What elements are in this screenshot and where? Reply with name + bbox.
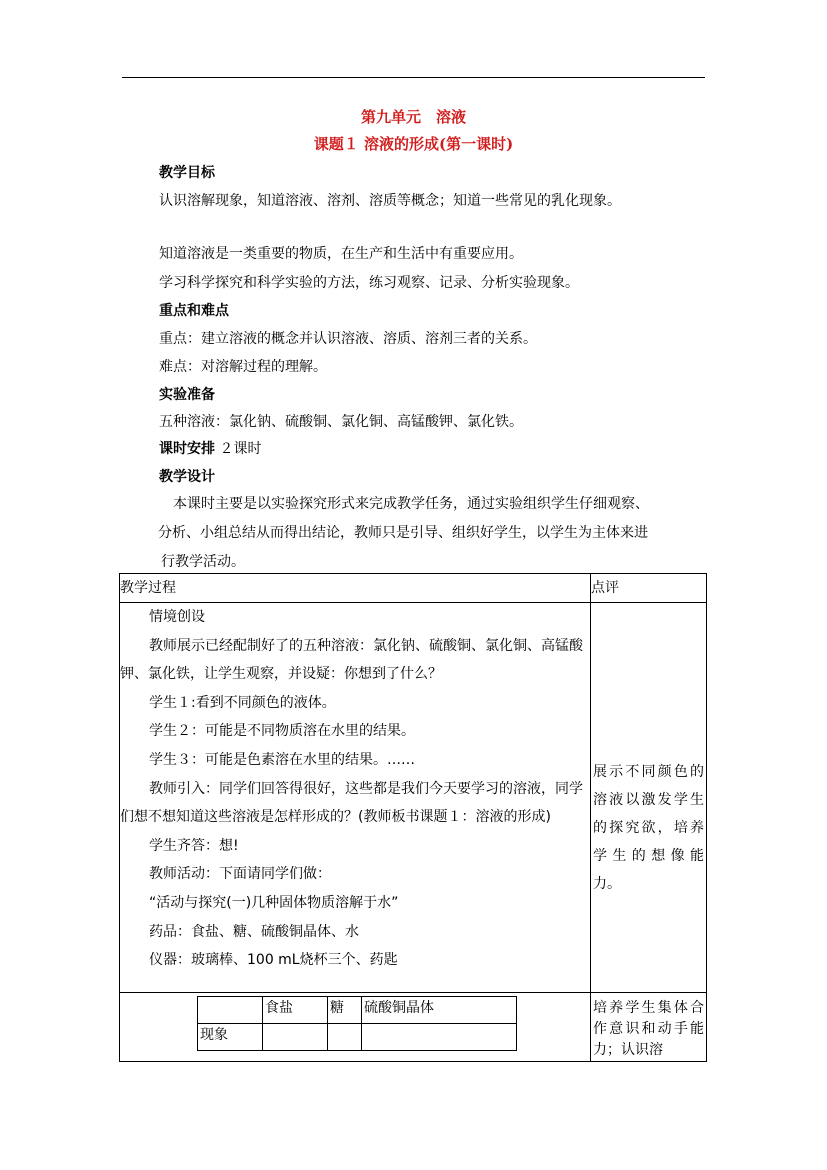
observation-header: 糖 bbox=[328, 997, 362, 1024]
process-line: 仪器：玻璃棒、100 mL烧杯三个、药匙 bbox=[149, 952, 398, 969]
process-line: 情境创设 bbox=[149, 609, 205, 625]
observation-value bbox=[263, 1024, 328, 1051]
design-heading: 教学设计 bbox=[159, 469, 215, 485]
design-line: 本课时主要是以实验探究形式来完成教学任务，通过实验组织学生仔细观察、 bbox=[173, 496, 649, 512]
keypoint-line: 难点：对溶解过程的理解。 bbox=[159, 359, 327, 375]
lesson-table bbox=[119, 573, 707, 1062]
keypoint-line: 重点：建立溶液的概念并认识溶液、溶质、溶剂三者的关系。 bbox=[159, 331, 537, 347]
process-line: 学生１:看到不同颜色的液体。 bbox=[149, 694, 336, 711]
process-line: 学生２：可能是不同物质溶在水里的结果。 bbox=[149, 723, 415, 740]
observation-corner bbox=[198, 997, 263, 1024]
schedule-line bbox=[159, 438, 261, 458]
prep-line: 五种溶液：氯化钠、硫酸铜、氯化铜、高锰酸钾、氯化铁。 bbox=[159, 414, 523, 430]
process-line: 学生３：可能是色素溶在水里的结果。…… bbox=[149, 751, 415, 768]
objective-line: 知道溶液是一类重要的物质，在生产和生活中有重要应用。 bbox=[159, 246, 523, 262]
comment-cell bbox=[591, 993, 707, 1062]
process-line: 药品：食盐、糖、硫酸铜晶体、水 bbox=[149, 923, 359, 940]
keypoints-heading: 重点和难点 bbox=[159, 303, 229, 319]
observation-header: 硫酸铜晶体 bbox=[362, 997, 517, 1024]
objectives-heading: 教学目标 bbox=[159, 165, 215, 181]
observation-table bbox=[197, 996, 517, 1051]
observation-header: 食盐 bbox=[263, 997, 328, 1024]
schedule-value: ２课时 bbox=[219, 441, 262, 457]
objective-line: 学习科学探究和科学实验的方法，练习观察、记录、分析实验现象。 bbox=[159, 275, 579, 291]
comment-header: 点评 bbox=[591, 574, 707, 603]
objective-line: 认识溶解现象，知道溶液、溶剂、溶质等概念；知道一些常见的乳化现象。 bbox=[159, 193, 621, 209]
prep-heading: 实验准备 bbox=[159, 387, 215, 403]
observation-value bbox=[362, 1024, 517, 1051]
process-header: 教学过程 bbox=[120, 574, 591, 603]
process-cell bbox=[120, 603, 591, 993]
design-line: 行教学活动。 bbox=[161, 554, 245, 570]
observation-cell bbox=[120, 993, 591, 1062]
process-line: 教师活动：下面请同学们做： bbox=[149, 866, 331, 883]
unit-title: 第九单元 溶液 bbox=[360, 108, 466, 126]
observation-value bbox=[328, 1024, 362, 1051]
process-line: “活动与探究(一)几种固体物质溶解于水” bbox=[149, 894, 399, 911]
comment-text: 展示不同颜色的溶液以激发学生的探究欲，培养学生的想像能力。 bbox=[593, 763, 704, 892]
comment-cell bbox=[591, 603, 707, 993]
process-line: 学生齐答：想! bbox=[149, 837, 239, 854]
schedule-heading: 课时安排 bbox=[159, 441, 215, 457]
header-rule bbox=[122, 77, 705, 78]
comment-text: 培养学生集体合作意识和动手能力；认识溶 bbox=[593, 1000, 704, 1058]
process-line: 教师展示已经配制好了的五种溶液：氯化钠、硫酸铜、氯化铜、高锰酸钾、氯化铁，让学生观察，并设疑：你想到了什么？ bbox=[120, 637, 583, 683]
observation-row-label: 现象 bbox=[198, 1024, 263, 1051]
design-line: 分析、小组总结从而得出结论，教师只是引导、组织好学生，以学生为主体来进 bbox=[158, 525, 648, 541]
process-line: 教师引入：同学们回答得很好，这些都是我们今天要学习的溶液，同学们想不想知道这些溶液是怎样形成的？(教师板书课题１：溶液的形成) bbox=[120, 780, 583, 826]
lesson-title: 课题１ 溶液的形成(第一课时) bbox=[313, 135, 514, 153]
